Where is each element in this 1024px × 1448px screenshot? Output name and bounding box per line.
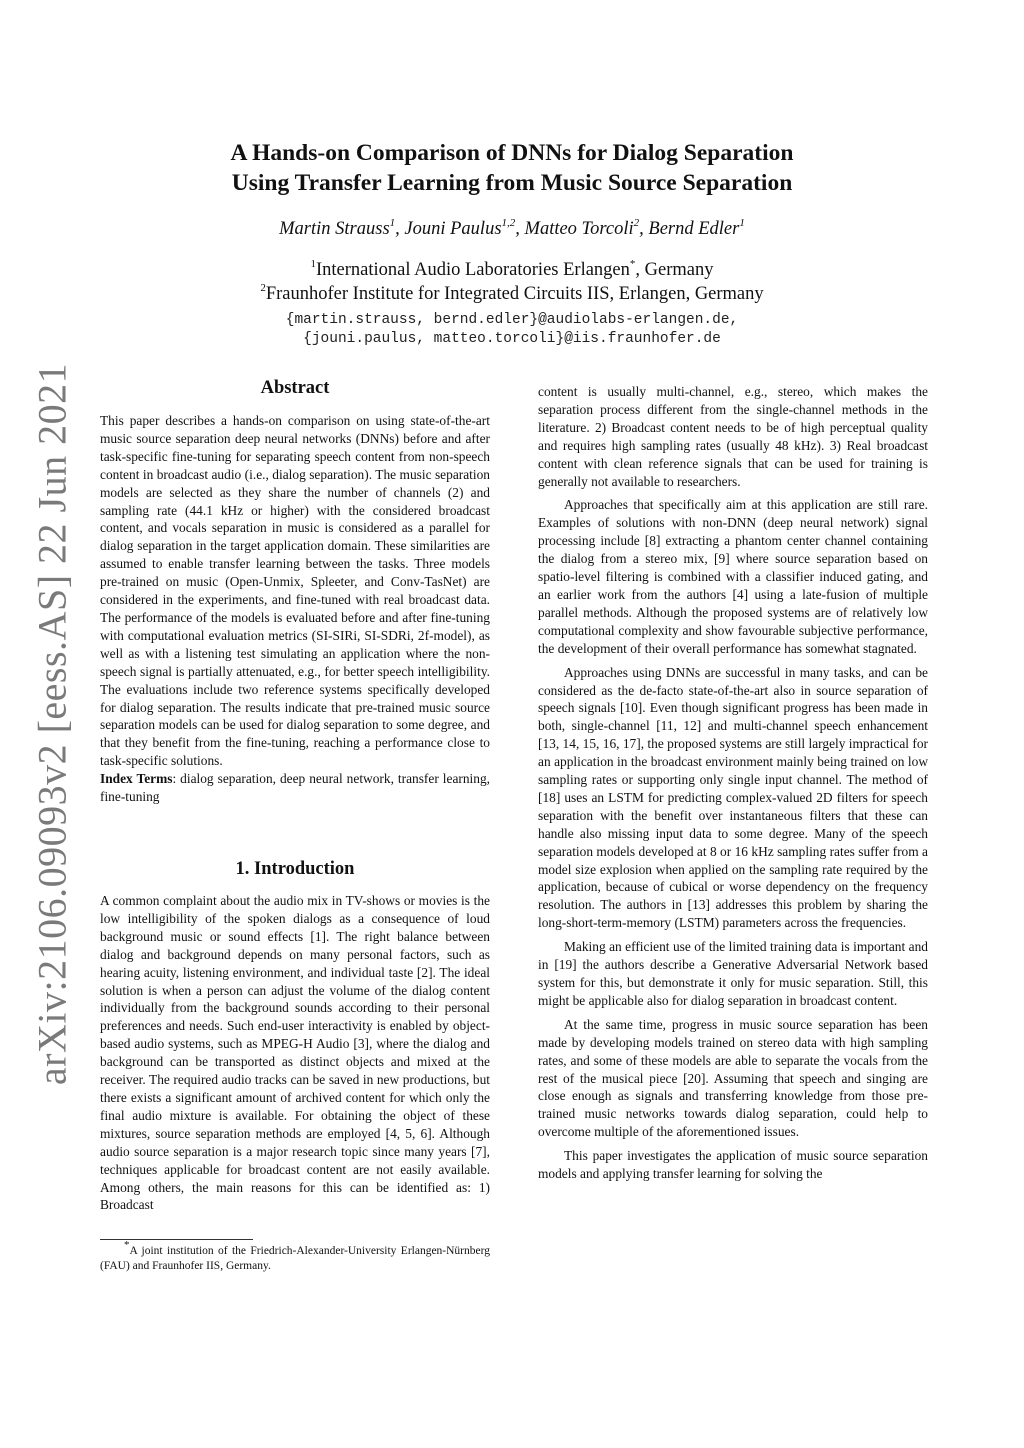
arxiv-side-stamp: arXiv:2106.09093v2 [eess.AS] 22 Jun 2021 bbox=[29, 362, 75, 1086]
title-line-1: A Hands-on Comparison of DNNs for Dialog Separation bbox=[230, 140, 794, 166]
affil-text: International Audio Laboratories Erlangen bbox=[316, 260, 630, 280]
footnote bbox=[100, 1239, 490, 1274]
index-terms-text: : dialog separation, deep neural network, transfer learning, fine-tuning bbox=[100, 771, 490, 805]
right-column bbox=[538, 383, 928, 1183]
author-sep: , bbox=[639, 219, 649, 239]
footnote-rule bbox=[100, 1239, 253, 1240]
intro-heading: 1. Introduction bbox=[235, 859, 355, 879]
affil-sup: 2 bbox=[260, 281, 266, 294]
email-line-2: {jouni.paulus, matteo.torcoli}@iis.fraunhofer.de bbox=[303, 331, 721, 347]
author-list bbox=[0, 216, 1024, 240]
title-line-2: Using Transfer Learning from Music Source Separation bbox=[231, 170, 793, 196]
affiliation-2 bbox=[0, 281, 1024, 305]
author-affil-sup: 1 bbox=[739, 216, 745, 229]
right-paragraph-6: This paper investigates the application of music source separation models and applying transfer learning for solving the bbox=[538, 1148, 928, 1182]
abstract-text: This paper describes a hands-on comparison on using state-of-the-art music source separation deep neural networks (DNNs) before and after task-specific fine-tuning for separating speech content from non-speech content in broadcast audio (i.e., dialog separation). The music separation models are selected as they share the number of channels (2) and sampling rate (44.1 kHz or higher) with the considered broadcast content, and vocals separation in music is considered as a parallel for dialog separation in the target application domain. These similarities are assumed to enable transfer learning between the tasks. Three models pre-trained on music (Open-Unmix, Spleeter, and Conv-TasNet) are considered in the experiments, and fine-tuned with real broadcast data. The performance of the models is evaluated before and after fine-tuning with computational evaluation metrics (SI-SIRi, SI-SDRi, 2f-model), as well as with a listening test simulating an application where the non-speech signal is partially attenuated, e.g., for better speech intelligibility. The evaluations include two reference systems specifically developed for dialog separation. The results indicate that pre-trained music source separation models can be used for dialog separation to some degree, and that they benefit from the fine-tuning, reaching a performance close to task-specific solutions. bbox=[100, 413, 490, 769]
author-name: Matteo Torcoli bbox=[524, 219, 634, 239]
affil-country: , Germany bbox=[635, 260, 714, 280]
affil-sup: 1 bbox=[310, 257, 316, 270]
author-sep: , bbox=[515, 219, 525, 239]
affil-text: Fraunhofer Institute for Integrated Circuits IIS, Erlangen, Germany bbox=[265, 284, 764, 304]
right-paragraph-3: Approaches using DNNs are successful in many tasks, and can be considered as the de-facto state-of-the-art also in source separation of speech signals [10]. Even though significant progress has been made in both, single-channel [11, 12] and multi-channel speech enhancement [13, 14, 15, 16, 17], the proposed systems are still largely impractical for an application in the broadcast environment mainly being trained on low sampling rates or supporting only single input channel. The method of [18] uses an LSTM for predicting complex-valued 2D filters for speech separation with the benefit over instantaneous filters that these can handle also missing input data to some degree. Many of the speech separation models developed at 8 or 16 kHz sampling rates suffer from a model size explosion when applied on the sampling rate required by the application, because of cubical or worse dependency on the frequency resolution. The authors in [13] addresses this problem by sharing the long-short-term-memory (LSTM) parameters across the frequencies. bbox=[538, 664, 928, 931]
footnote-mark: * bbox=[124, 1239, 130, 1252]
left-column bbox=[100, 412, 490, 806]
intro-column bbox=[100, 892, 490, 1214]
author-name: Martin Strauss bbox=[279, 219, 390, 239]
paper-title bbox=[0, 138, 1024, 198]
author-affil-sup: 1,2 bbox=[501, 216, 516, 229]
author-name: Bernd Edler bbox=[648, 219, 740, 239]
affiliation-1 bbox=[0, 257, 1024, 281]
footnote-text: A joint institution of the Friedrich-Alexander-University Erlangen-Nürnberg (FAU) and Fraunhofer IIS, Germany. bbox=[100, 1245, 490, 1272]
abstract-heading: Abstract bbox=[260, 378, 330, 398]
author-affil-sup: 1 bbox=[389, 216, 396, 229]
author-name: Jouni Paulus bbox=[404, 219, 502, 239]
index-terms bbox=[100, 770, 490, 806]
right-paragraph-5: At the same time, progress in music source separation has been made by developing models trained on stereo data with high sampling rates, and some of these models are able to separate the vocals from the rest of the musical piece [20]. Assuming that speech and singing are close enough as signals and transferring knowledge from those pre-trained music networks towards dialog separation, could help to overcome multiple of the aforementioned issues. bbox=[538, 1016, 928, 1140]
intro-paragraph: A common complaint about the audio mix in TV-shows or movies is the low intelligibility of the spoken dialogs as a consequence of loud background music or sound effects [1]. The right balance between dialog and background depends on many personal factors, such as hearing acuity, listening environment, and individual taste [2]. The ideal solution is when a person can adjust the volume of the dialog content individually from the background sounds according to their personal preferences and needs. Such end-user interactivity is enabled by object-based audio systems, such as MPEG-H Audio [3], where the dialog and background can be transported as distinct objects and mixed at the receiver. The required audio tracks can be saved in new productions, but there exists a significant amount of archived content for which only the final audio mixture is available. For obtaining the object of these mixtures, source separation methods are employed [4, 5, 6]. Although audio source separation is a major research topic since many years [7], techniques applicable for broadcast content are not easily available. Among others, the main reasons for this can be identified as: 1) Broadcast bbox=[100, 893, 490, 1213]
author-affil-sup: 2 bbox=[633, 216, 640, 229]
email-line-1: {martin.strauss, bernd.edler}@audiolabs-erlangen.de, bbox=[285, 312, 739, 328]
author-sep: , bbox=[395, 219, 405, 239]
right-paragraph-1: content is usually multi-channel, e.g., stereo, which makes the separation process different from the single-channel methods in the literature. 2) Broadcast content needs to be of high perceptual quality and requires high sampling rates (usually 48 kHz). 3) Real broadcast content with clean reference signals that can be used for training is generally not available to researchers. bbox=[538, 384, 928, 489]
right-paragraph-2: Approaches that specifically aim at this application are still rare. Examples of solutions with non-DNN (deep neural network) signal processing include [8] extracting a phantom center channel containing the dialog from a stereo mix, [9] where source separation based on spatio-level filtering is combined with a classifier induced gating, and an earlier work from the authors [4] using a late-fusion of multiple parallel methods. Although the proposed systems are of relatively low computational complexity and show favourable subjective performance, the development of their overall performance has somewhat stagnated. bbox=[538, 497, 928, 656]
right-paragraph-4: Making an efficient use of the limited training data is important and in [19] the authors describe a Generative Adversarial Network based system for this, but demonstrate it only for music separation. Still, this might be applicable also for dialog separation in broadcast content. bbox=[538, 939, 928, 1008]
affil-footnote-mark: * bbox=[629, 257, 636, 270]
index-terms-label: Index Terms bbox=[100, 771, 173, 787]
